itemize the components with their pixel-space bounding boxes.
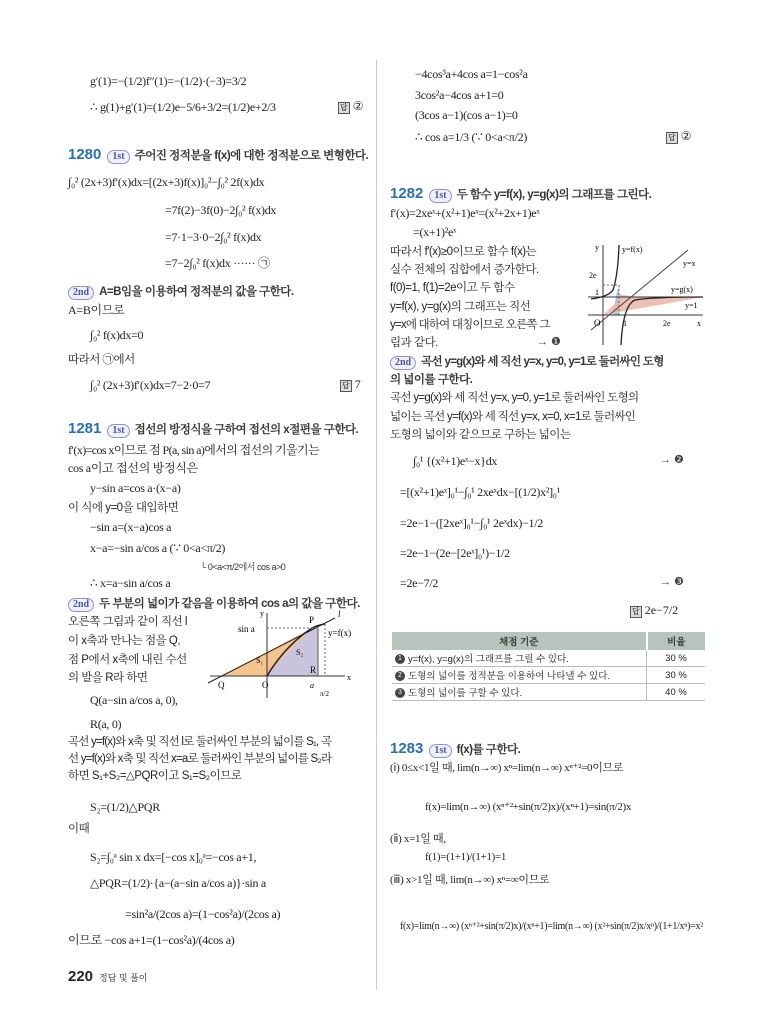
- math-line: x−a=−sin a/cos a (∵ 0<a<π/2): [90, 541, 226, 555]
- number-circle-icon: 1: [395, 654, 405, 664]
- label-x: x: [697, 319, 701, 328]
- math-line: R(a, 0): [90, 717, 122, 731]
- label-o: O: [594, 318, 601, 328]
- text-line: 곡선 y=g(x)와 세 직선 y=x, y=0, y=1로 둘러싸인 도형의: [390, 392, 639, 404]
- page-footer: 220 정답 및 풀이: [68, 968, 148, 985]
- math-line: f′(x)=cos x이므로 점 P(a, sin a)에서의 접선의 기울기는: [68, 443, 319, 457]
- label-p: P: [309, 615, 315, 625]
- problem-1282-heading: 1282 1st 두 함수 y=f(x), y=g(x)의 그래프를 그린다.: [390, 185, 652, 202]
- math-line: (ⅰ) 0≤x<1일 때, lim(n→∞) xⁿ=lim(n→∞) xⁿ⁺²=0이므로: [390, 762, 624, 774]
- math-line: =2e−1−(2e−[2eˣ]₀¹)−1/2: [400, 546, 510, 560]
- label-o: O: [262, 680, 269, 690]
- math-line: ∫₀² f(x)dx=0: [90, 328, 144, 342]
- label-s2: S₂: [296, 648, 304, 657]
- tangent-area-figure: [200, 608, 370, 703]
- math-line: f(x)=lim(n→∞) (xⁿ⁺²+sin(π/2)x)/(xⁿ+1)=lim(n→∞) (x²+sin(π/2)x/xⁿ)/(1+1/xⁿ)=x²: [400, 921, 703, 932]
- text-line: f(0)=1, f(1)=2e이고 두 함수: [390, 282, 515, 294]
- math-line: ∴ cos a=1/3 (∵ 0<a<π/2): [415, 130, 528, 144]
- math-line: ∫₀² (2x+3)f′(x)dx=[(2x+3)f(x)]₀²−∫₀² 2f(x)dx: [68, 175, 265, 189]
- label-y: y: [260, 609, 264, 618]
- text-line: y=x에 대하여 대칭이므로 오른쪽 그: [390, 319, 550, 331]
- problem-1281-heading: 1281 1st 접선의 방정식을 구하여 접선의 x절편을 구한다.: [68, 420, 359, 437]
- math-line: ∴ x=a−sin a/cos a: [90, 576, 171, 590]
- math-line: ∫₀² (2x+3)f′(x)dx=7−2·0=7: [90, 378, 211, 392]
- step2-heading: 2nd 두 부분의 넓이가 같음을 이용하여 cos a의 값을 구한다.: [68, 596, 360, 612]
- math-line: ∴ g(1)+g′(1)=(1/2)e−5/6+3/2=(1/2)e+2/3: [90, 100, 276, 114]
- math-line: =(x+1)²eˣ: [413, 225, 457, 239]
- text-line: 오른쪽 그림과 같이 직선 l: [68, 616, 187, 628]
- math-line: 3cos²a−4cos a+1=0: [415, 88, 504, 102]
- math-line: =2e−1−([2xeˣ]₀¹−∫₀¹ 2eˣdx)−1/2: [400, 516, 543, 530]
- math-line: 이므로 −cos a+1=(1−cos²a)/(4cos a): [68, 933, 235, 947]
- table-row: 1 y=f(x), y=g(x)의 그래프를 그릴 수 있다. 30 %: [392, 650, 705, 667]
- label-pi-over-2: π/2: [320, 690, 329, 698]
- math-line: cos a이고 접선의 방정식은: [68, 461, 198, 475]
- math-line: y−sin a=cos a·(x−a): [90, 481, 181, 495]
- label-curve: y=f(x): [328, 628, 352, 638]
- text-line: 곡선 y=f(x)와 x축 및 직선 l로 둘러싸인 부분의 넓이를 S₁, 곡: [68, 736, 332, 748]
- label-y1: y=1: [685, 301, 698, 310]
- label-g: y=g(x): [671, 285, 693, 294]
- problem-1280-heading: 1280 1st 주어진 정적분을 f(x)에 대한 정적분으로 변형한다.: [68, 146, 369, 163]
- table-row: 3 도형의 넓이를 구할 수 있다. 40 %: [392, 684, 705, 701]
- problem-1283-heading: 1283 1st f(x)를 구한다.: [390, 740, 521, 757]
- label-r: R: [310, 665, 317, 675]
- label-sin-a: sin a: [238, 624, 255, 634]
- label-q: Q: [218, 680, 225, 690]
- answer-icon: 답: [340, 103, 348, 112]
- text-line: 이 x축과 만나는 점을 Q,: [68, 635, 181, 647]
- marker-3: → ❸: [660, 576, 684, 588]
- number-circle-icon: 2: [395, 671, 405, 681]
- text-line: 실수 전체의 집합에서 증가한다.: [390, 264, 539, 276]
- label-x2e: 2e: [663, 319, 671, 328]
- table-row: 2 도형의 넓이를 정적분을 이용하여 나타낼 수 있다. 30 %: [392, 667, 705, 684]
- inverse-functions-figure: [583, 240, 705, 350]
- text-line: 이때: [68, 823, 90, 835]
- math-line: ∫₀¹ {(x²+1)eˣ−x}dx: [413, 454, 498, 468]
- label-y: y: [595, 243, 599, 252]
- math-line: (ⅱ) x=1일 때,: [390, 833, 446, 845]
- text-line: 선 y=f(x)와 x축 및 직선 x=a로 둘러싸인 부분의 넓이를 S₂라: [68, 753, 332, 765]
- math-line: S₂=(1/2)△PQR: [90, 800, 160, 814]
- label-1: 1: [595, 288, 599, 297]
- math-line: A=B이므로: [68, 303, 125, 317]
- math-line: −4cos³a+4cos a=1−cos²a: [415, 67, 528, 81]
- math-line: f′(x)=2xeˣ+(x²+1)eˣ=(x²+2x+1)eˣ: [390, 206, 540, 220]
- math-line: =sin²a/(2cos a)=(1−cos²a)/(2cos a): [125, 907, 281, 921]
- marker-2: → ❷: [660, 454, 684, 466]
- text-line: 하면 S₁+S₂=△PQR이고 S₁=S₂이므로: [68, 770, 242, 782]
- column-divider: [376, 60, 377, 990]
- math-line: =2e−7/2: [400, 576, 439, 590]
- label-x1: 1: [623, 319, 627, 328]
- text-line: 이 식에 y=0을 대입하면: [68, 502, 179, 514]
- text-line: 림과 같다.: [390, 337, 438, 349]
- text-line: 의 발을 R라 하면: [68, 672, 148, 684]
- math-line: =[(x²+1)eˣ]₀¹−∫₀¹ 2xeˣdx−[(1/2)x²]₀¹: [400, 485, 560, 499]
- math-line: =7f(2)−3f(0)−2∫₀² f(x)dx: [165, 203, 277, 217]
- text-line: 넓이는 곡선 y=f(x)와 세 직선 y=x, x=0, x=1로 둘러싸인: [390, 411, 636, 423]
- answer-mark: 답 ②: [668, 129, 692, 143]
- label-f: y=f(x): [622, 245, 643, 254]
- answer-mark: 답 7: [342, 377, 361, 391]
- text-line: 따라서 f′(x)≥0이므로 함수 f(x)는: [390, 246, 537, 258]
- step2-heading-cont: 의 넓이를 구한다.: [390, 374, 473, 386]
- label-s1: S₁: [256, 656, 264, 665]
- header-criterion: 채점 기준: [392, 632, 647, 650]
- math-line: =7·1−3·0−2∫₀² f(x)dx: [165, 230, 262, 244]
- answer-mark: 답 ②: [340, 99, 364, 113]
- text-line: 도형의 넓이와 같으므로 구하는 넓이는: [390, 429, 571, 441]
- label-a: a: [310, 681, 314, 690]
- label-l: l: [338, 609, 341, 619]
- label-yx: y=x: [683, 259, 696, 268]
- math-line: △PQR=(1/2)·{a−(a−sin a/cos a)}·sin a: [90, 876, 266, 890]
- step2-heading: 2nd 곡선 y=g(x)와 세 직선 y=x, y=0, y=1로 둘러싸인 도형: [390, 354, 664, 370]
- text-line: 점 P에서 x축에 내린 수선: [68, 654, 187, 666]
- header-ratio: 비율: [647, 632, 706, 650]
- step-badge: 1st: [107, 150, 129, 164]
- step2-heading: 2nd A=B임을 이용하여 정적분의 값을 구한다.: [68, 284, 294, 300]
- number-circle-icon: 3: [395, 688, 405, 698]
- answer-mark: 답 2e−7/2: [632, 603, 679, 617]
- math-line: S₂=∫₀ᵃ sin x dx=[−cos x]₀ᵃ=−cos a+1,: [90, 850, 257, 864]
- label-2e: 2e: [589, 271, 597, 280]
- math-line: f(1)=(1+1)/(1+1)=1: [425, 851, 507, 863]
- math-line: (3cos a−1)(cos a−1)=0: [415, 108, 518, 122]
- math-line: =7−2∫₀² f(x)dx ······ ㉠: [165, 256, 270, 270]
- text-line: y=f(x), y=g(x)의 그래프는 직선: [390, 301, 531, 313]
- annotation-note: └ 0<a<π/2에서 cos a>0: [200, 562, 286, 572]
- text-line: 따라서 ㉠에서: [68, 354, 135, 366]
- scoring-table: [392, 632, 705, 701]
- math-line: g′(1)=−(1/2)f″(1)=−(1/2)·(−3)=3/2: [90, 74, 247, 88]
- marker-1: → ❶: [537, 336, 561, 348]
- label-x: x: [347, 673, 351, 682]
- math-line: Q(a−sin a/cos a, 0),: [90, 693, 178, 707]
- math-line: −sin a=(x−a)cos a: [90, 520, 172, 534]
- math-line: f(x)=lim(n→∞) (xⁿ⁺²+sin(π/2)x)/(xⁿ+1)=sin(π/2)x: [425, 801, 632, 813]
- math-line: (ⅲ) x>1일 때, lim(n→∞) xⁿ=∞이므로: [390, 874, 550, 886]
